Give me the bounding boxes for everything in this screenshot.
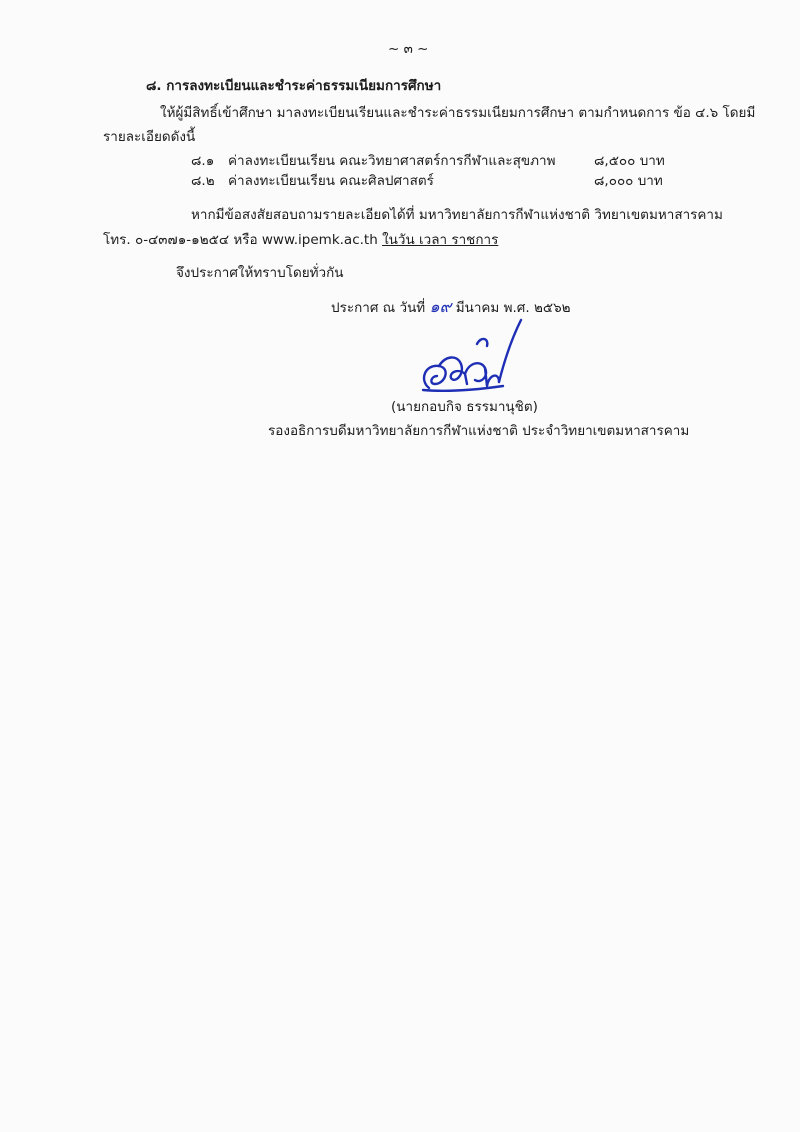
signer-name: (นายกอบกิจ ธรรมานุชิต) — [391, 399, 538, 415]
contact-hours: ในวัน เวลา ราชการ — [382, 232, 499, 248]
announce-prefix: ประกาศ ณ วันที่ — [331, 300, 426, 316]
announce-month-year: มีนาคม พ.ศ. ๒๕๖๒ — [455, 300, 571, 316]
fee-item-number: ๘.๑ — [191, 153, 215, 169]
fee-item-amount: ๘,๐๐๐ บาท — [594, 173, 663, 189]
contact-line1: หากมีข้อสงสัยสอบถามรายละเอียดได้ที่ มหาวิทยาลัยการกีฬาแห่งชาติ วิทยาเขตมหาสารคาม — [191, 207, 723, 223]
signer-position: รองอธิการบดีมหาวิทยาลัยการกีฬาแห่งชาติ ประจำวิทยาเขตมหาสารคาม — [268, 423, 690, 439]
announcement-date — [331, 298, 571, 317]
section-heading: ๘. การลงทะเบียนและชำระค่าธรรมเนียมการศึกษา — [146, 78, 442, 94]
announce-day-handwritten: ๑๙ — [429, 297, 452, 316]
fee-item-amount: ๘,๕๐๐ บาท — [594, 153, 665, 169]
fee-item-number: ๘.๒ — [191, 173, 215, 189]
contact-phone-web: โทร. ๐-๔๓๗๑-๑๒๕๔ หรือ www.ipemk.ac.th — [103, 232, 378, 248]
contact-line2 — [103, 231, 498, 249]
fee-item-label: ค่าลงทะเบียนเรียน คณะวิทยาศาสตร์การกีฬาและสุขภาพ — [228, 153, 556, 169]
fee-item-label: ค่าลงทะเบียนเรียน คณะศิลปศาสตร์ — [228, 173, 434, 189]
handwritten-signature — [415, 318, 525, 396]
section-paragraph-line1: ให้ผู้มีสิทธิ์เข้าศึกษา มาลงทะเบียนเรียนและชำระค่าธรรมเนียมการศึกษา ตามกำหนดการ ข้อ ๔.๖ โดยมี — [160, 105, 756, 121]
page-number: ~ ๓ ~ — [388, 41, 429, 57]
section-paragraph-line2: รายละเอียดดังนี้ — [103, 129, 196, 145]
closing-statement: จึงประกาศให้ทราบโดยทั่วกัน — [176, 265, 344, 281]
